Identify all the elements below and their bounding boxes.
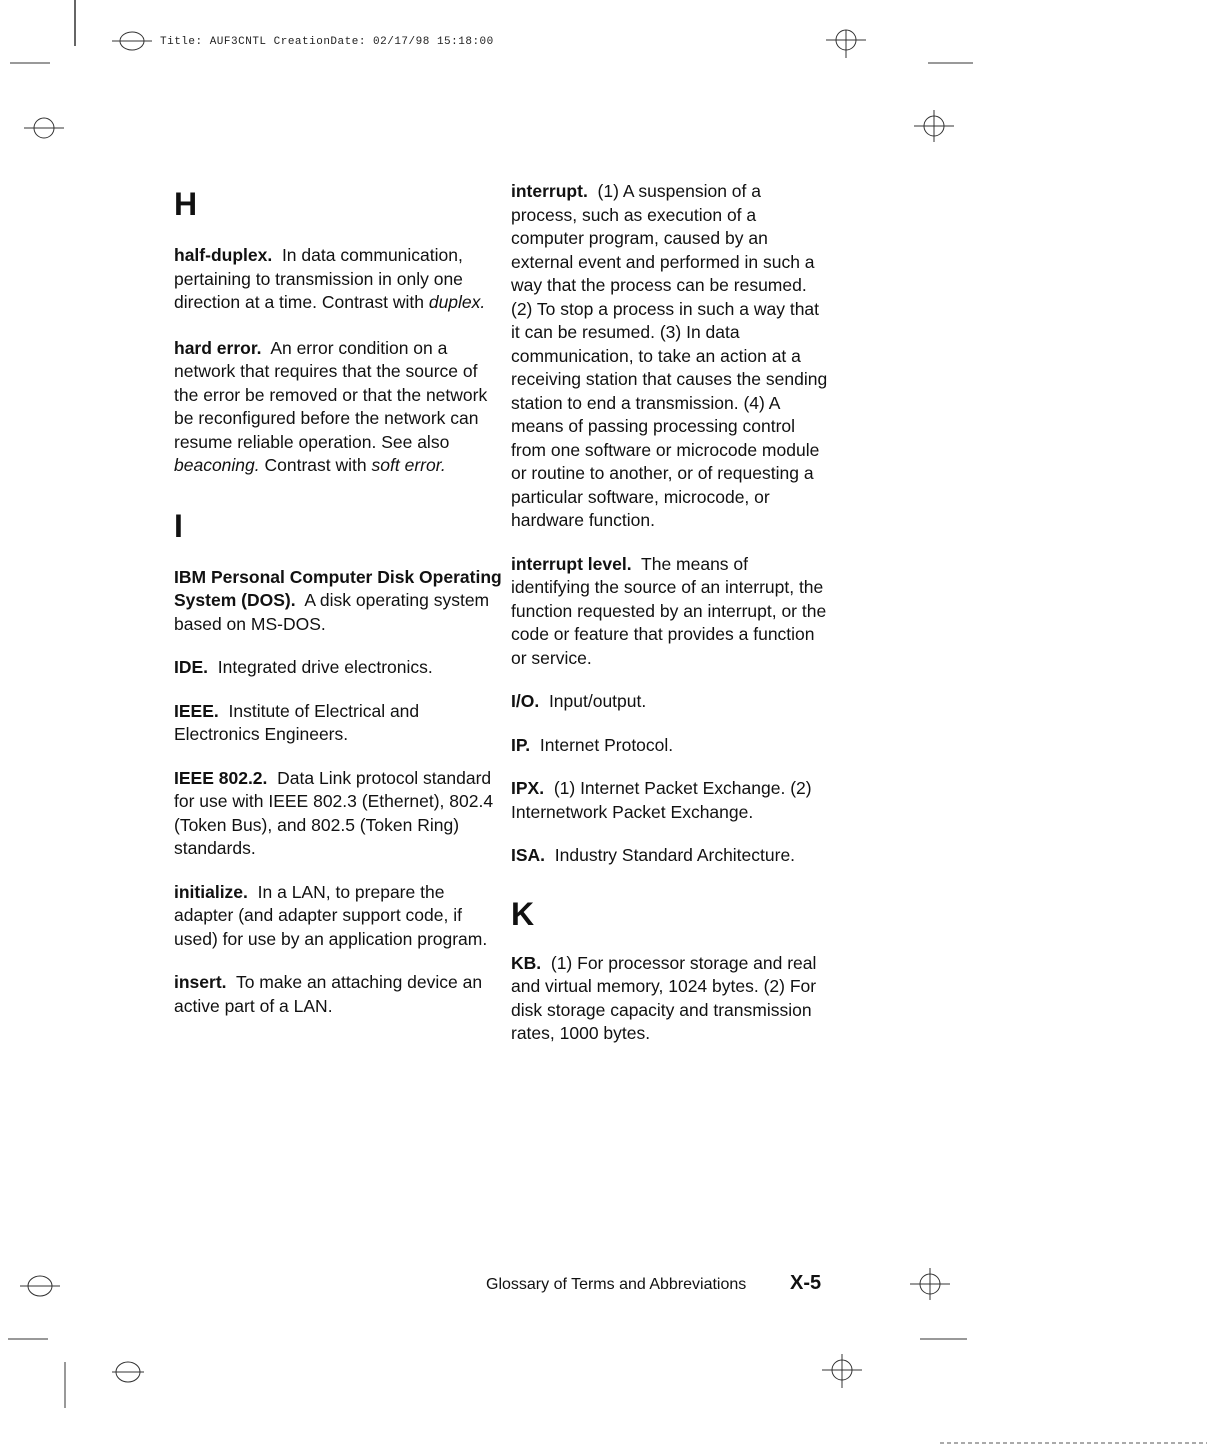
registration-mark-icon [20, 1266, 60, 1306]
entry-term: IBM Personal Computer Disk Operating System (DOS). [174, 566, 502, 610]
entry-term: IPX. [511, 778, 545, 798]
entry-definition: Data Link protocol standard for use with IEEE 802.3 (Ethernet), 802.4 (Token Bus), and 802.5 (Token Ring) standards. [174, 767, 494, 858]
registration-mark-icon [910, 1264, 950, 1304]
entry-definition: Contrast with [264, 455, 367, 475]
entry-term: hard error. [174, 337, 262, 358]
entry-term: ISA. [511, 845, 546, 865]
glossary-entry-ieee [174, 700, 504, 747]
crop-mark-icon [0, 1334, 60, 1344]
entry-definition: The means of identifying the source of an interrupt, the function requested by an interrupt, or the code or feature that provides a function or service. [511, 553, 827, 668]
entry-definition: To make an attaching device an active part of a LAN. [174, 972, 483, 1016]
entry-term: IEEE 802.2. [174, 767, 268, 788]
glossary-entry-ieee-802-2 [174, 767, 504, 861]
crop-mark-icon [60, 0, 90, 50]
entry-term: initialize. [174, 881, 248, 902]
entry-definition: A disk operating system based on MS-DOS. [174, 590, 490, 634]
glossary-entry-ibm-dos [174, 566, 504, 637]
entry-term: interrupt level. [511, 553, 632, 574]
entry-term: IDE. [174, 657, 209, 677]
crop-mark-icon [940, 1440, 1207, 1446]
page-number: X-5 [790, 1272, 822, 1294]
entry-cross-reference: soft error. [371, 455, 446, 475]
section-letter-h: H [174, 186, 198, 222]
registration-mark-icon [108, 1354, 148, 1390]
glossary-entry-io [511, 690, 831, 714]
entry-cross-reference: duplex. [428, 292, 486, 312]
entry-term: IP. [511, 734, 531, 755]
crop-mark-icon [58, 1362, 72, 1412]
entry-definition: Integrated drive electronics. [217, 657, 433, 677]
entry-term: KB. [511, 952, 542, 973]
entry-term: half-duplex. [174, 245, 273, 265]
registration-mark-icon [24, 108, 64, 148]
entry-definition: Industry Standard Architecture. [554, 845, 796, 865]
entry-definition: An error condition on a network that requires that the source of the error be removed or that the network be reconfigured before the network can resume reliable operation. See also [174, 337, 488, 452]
registration-mark-icon [822, 1350, 862, 1390]
entry-definition: (1) A suspension of a process, such as execution of a computer program, caused by an external event and performed in such a way that the process can be resumed. (2) To stop a process in such a way that it can be resumed. (3) In data communication, to take an action at a receiving station that causes the sending station to end a transmission. (4) A means of passing processing control from one software or microcode module or routine to another, or of requesting a particular software, microcode, or hardware function. [511, 181, 828, 530]
glossary-entry-hard-error [174, 337, 504, 478]
glossary-entry-interrupt-level [511, 553, 831, 671]
entry-term: insert. [174, 972, 227, 992]
section-letter-k: K [511, 895, 535, 932]
section-letter-i: I [174, 507, 183, 544]
glossary-entry-ip [511, 734, 831, 758]
footer-section-title: Glossary of Terms and Abbreviations [486, 1276, 747, 1293]
entry-definition: (1) For processor storage and real and virtual memory, 1024 bytes. (2) For disk storage capacity and transmission rates, 1000 bytes. [511, 952, 817, 1043]
entry-definition: Institute of Electrical and Electronics Engineers. [174, 700, 420, 744]
entry-term: interrupt. [511, 181, 588, 201]
glossary-entry-kb [511, 952, 831, 1046]
crop-mark-icon [915, 1334, 975, 1344]
entry-cross-reference: beaconing. [174, 455, 260, 475]
crop-mark-icon [925, 58, 985, 68]
entry-definition: In a LAN, to prepare the adapter (and adapter support code, if used) for use by an application program. [174, 881, 488, 949]
print-header: Title: AUF3CNTL CreationDate: 02/17/98 15:18:00 [160, 36, 494, 48]
glossary-left-column [174, 180, 504, 1018]
entry-term: I/O. [511, 691, 540, 711]
entry-definition: Input/output. [548, 691, 647, 711]
glossary-entry-initialize [174, 881, 504, 952]
glossary-entry-isa [511, 844, 831, 868]
entry-definition: Internet Protocol. [539, 734, 674, 755]
glossary-entry-interrupt [511, 180, 831, 533]
glossary-right-column [511, 180, 831, 1046]
glossary-entry-half-duplex [174, 244, 504, 315]
registration-mark-icon [914, 106, 954, 146]
entry-term: IEEE. [174, 700, 219, 721]
glossary-entry-ipx [511, 777, 831, 824]
glossary-entry-insert [174, 971, 504, 1018]
registration-mark-icon [112, 26, 152, 56]
glossary-entry-ide [174, 656, 504, 680]
registration-mark-icon [826, 20, 866, 60]
entry-definition: In data communication, pertaining to transmission in only one direction at a time. Contrast with [174, 245, 463, 312]
entry-definition: (1) Internet Packet Exchange. (2) Internetwork Packet Exchange. [511, 778, 812, 822]
crop-mark-icon [0, 58, 60, 68]
